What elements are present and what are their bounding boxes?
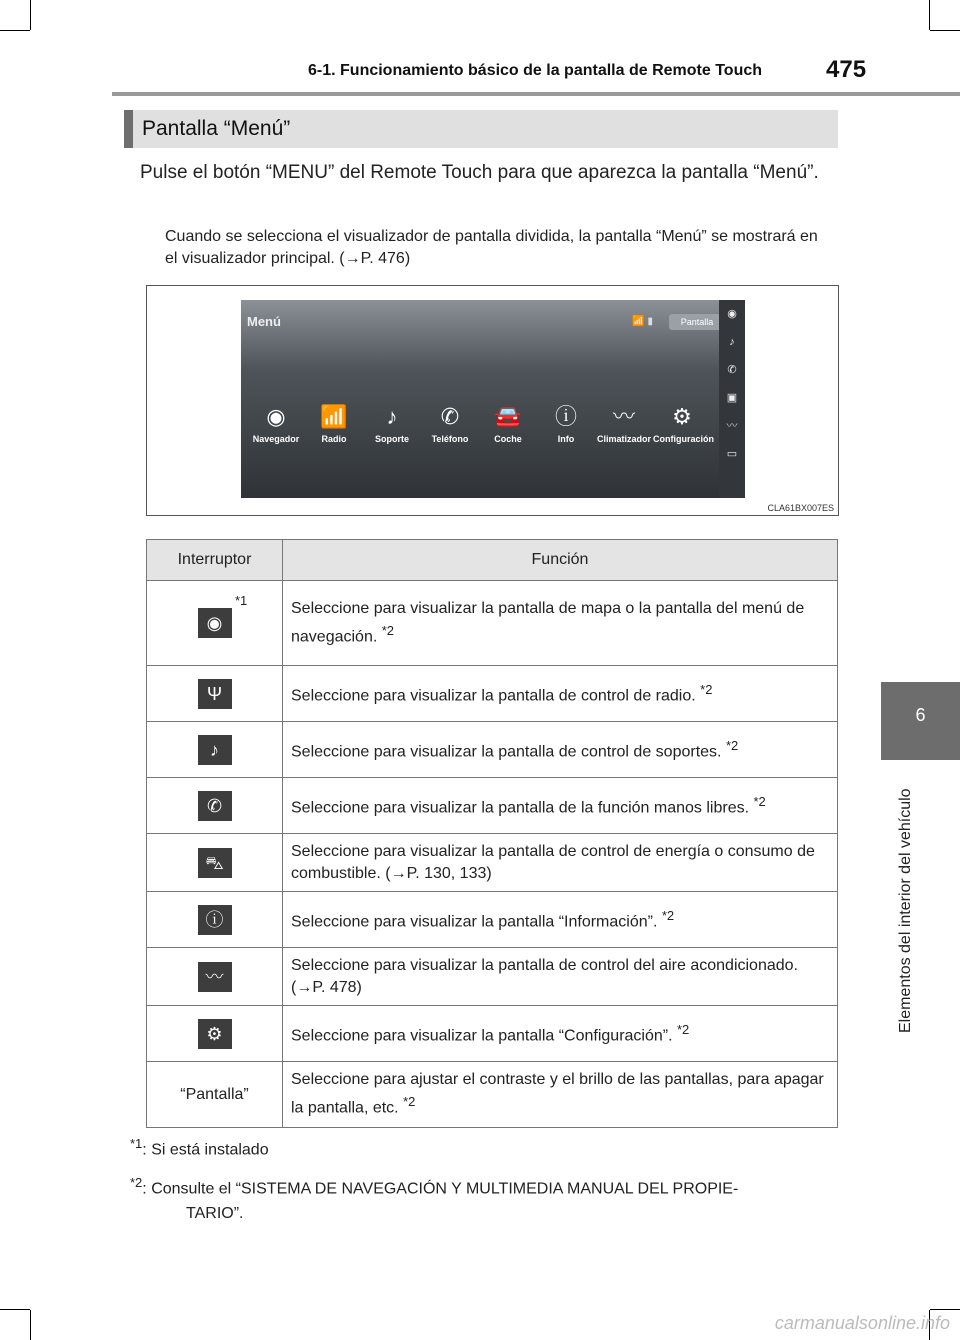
switch-cell: [147, 778, 283, 834]
table-row: [147, 1006, 838, 1062]
crop-mark: [929, 0, 930, 30]
menu-app-configuración[interactable]: [653, 400, 714, 444]
footnote-ref: *2: [381, 622, 395, 638]
footnote-2: [130, 1170, 836, 1226]
menu-app-soporte[interactable]: [363, 400, 421, 444]
intro-paragraph: Pulse el botón “MENU” del Remote Touch para que aparezca la pantalla “Menú”.: [140, 162, 819, 183]
navigation-icon: ◉: [266, 404, 286, 429]
footnote-1-mark: *1: [130, 1136, 143, 1151]
table-row: [147, 666, 838, 722]
function-cell: [283, 1062, 838, 1128]
menu-apps: [247, 400, 717, 444]
table-row: [147, 778, 838, 834]
function-text: Seleccione para visualizar la pantalla de control del aire acondicionado. (→P. 478): [291, 956, 798, 996]
menu-app-label: Coche: [494, 434, 522, 444]
climate-icon: 〰: [198, 962, 232, 992]
page-header-title: 6-1. Funcionamiento básico de la pantalla de Remote Touch: [308, 62, 763, 79]
footnote-ref: *2: [661, 908, 675, 924]
header-switch: Interruptor: [147, 540, 283, 581]
switch-cell: [147, 666, 283, 722]
menu-app-teléfono[interactable]: [421, 400, 479, 444]
switch-function-table: [146, 539, 838, 1128]
crop-mark: [930, 30, 960, 31]
table-row: [147, 834, 838, 892]
menu-app-label: Teléfono: [431, 434, 469, 444]
menu-app-navegador[interactable]: [247, 400, 305, 444]
navigation-icon[interactable]: ◉: [727, 308, 737, 320]
switch-cell: [147, 892, 283, 948]
chapter-label: Elementos del interior del vehículo: [897, 788, 914, 1033]
footnote-2-continuation: TARIO”.: [186, 1205, 244, 1223]
status-icons: 📶 ▮: [632, 316, 653, 327]
section-heading: [124, 110, 838, 148]
pantalla-button[interactable]: Pantalla: [669, 314, 725, 330]
menu-screenshot-figure: [146, 285, 839, 516]
phone-icon[interactable]: ✆: [727, 364, 737, 376]
function-text: Seleccione para visualizar la pantalla de control de energía o consumo de combustible. (→P. 130, 133): [291, 842, 815, 882]
footnote-ref: *1: [235, 593, 248, 608]
switch-cell: [147, 1006, 283, 1062]
music-note-icon[interactable]: ♪: [729, 336, 735, 348]
function-text: Seleccione para visualizar la pantalla de la función manos libres.: [291, 799, 750, 817]
car-icon: 🚘: [494, 404, 522, 429]
section-heading-bar: [124, 110, 133, 148]
function-cell: [283, 722, 838, 778]
footnote-2-text: : Consulte el “SISTEMA DE NAVEGACIÓN Y MULTIMEDIA MANUAL DEL PROPIE-: [142, 1180, 739, 1198]
settings-icon: ⚙: [672, 404, 692, 429]
function-cell: [283, 666, 838, 722]
function-cell: [283, 892, 838, 948]
note-paragraph: Cuando se selecciona el visualizador de pantalla dividida, la pantalla “Menú” se mostrará en el visualizador principal. (→P. 476): [165, 228, 818, 267]
table-row: [147, 948, 838, 1006]
footnote-ref: *2: [753, 794, 766, 810]
footnote-ref: *2: [725, 738, 739, 754]
switch-cell: [147, 581, 283, 666]
info-icon: ⓘ: [198, 905, 232, 935]
radio-icon: 📶: [320, 404, 348, 429]
footnote-ref: *2: [700, 682, 713, 698]
switch-cell: [147, 722, 283, 778]
menu-screen: [241, 300, 745, 498]
climate-icon: 〰: [612, 404, 635, 429]
climate-icon[interactable]: 〰: [726, 420, 738, 432]
switch-cell: [147, 1062, 283, 1128]
menu-app-label: Info: [557, 434, 575, 444]
info-icon: ⓘ: [554, 404, 577, 429]
radio-icon: Ψ: [198, 679, 232, 709]
function-text: Seleccione para visualizar la pantalla de mapa o la pantalla del menú de navegación.: [291, 599, 805, 646]
crop-mark: [0, 30, 30, 31]
function-cell: [283, 1006, 838, 1062]
menu-app-label: Climatizador: [596, 434, 651, 444]
settings-icon: ⚙: [198, 1019, 232, 1049]
function-cell: [283, 834, 838, 892]
footnote-1-text: : Si está instalado: [142, 1141, 269, 1159]
function-text: Seleccione para ajustar el contraste y el brillo de las pantallas, para apagar la pantalla, etc.: [291, 1071, 824, 1117]
crop-mark: [30, 0, 31, 30]
footnote-ref: *2: [403, 1094, 416, 1110]
car-icon: ⛍: [198, 848, 232, 878]
header-function: Función: [283, 540, 838, 581]
footnote-ref: *2: [677, 1022, 690, 1038]
switch-cell: [147, 834, 283, 892]
switch-cell: [147, 948, 283, 1006]
footnote-1: [130, 1136, 269, 1159]
menu-app-climatizador[interactable]: [595, 400, 653, 444]
menu-app-label: Radio: [321, 434, 347, 444]
menu-app-coche[interactable]: [479, 400, 537, 444]
function-text: Seleccione para visualizar la pantalla de control de radio.: [291, 687, 696, 705]
table-header-row: [147, 540, 838, 581]
table-row: [147, 581, 838, 666]
phone-icon: ✆: [440, 404, 460, 429]
function-text: Seleccione para visualizar la pantalla de control de soportes.: [291, 743, 722, 761]
image-code: CLA61BX007ES: [767, 503, 834, 513]
image-icon[interactable]: ▣: [726, 392, 738, 404]
crop-mark: [930, 1309, 960, 1310]
menu-app-label: Soporte: [374, 434, 409, 444]
table-row: [147, 892, 838, 948]
switch-label: “Pantalla”: [180, 1085, 249, 1103]
music-note-icon: ♪: [386, 404, 398, 429]
screen-icon[interactable]: ▭: [726, 448, 738, 460]
navigation-icon: ◉: [198, 608, 232, 638]
menu-app-label: Navegador: [252, 434, 300, 444]
chapter-number: 6: [915, 705, 926, 725]
function-text: Seleccione para visualizar la pantalla “Información”.: [291, 913, 658, 931]
footnote-2-mark: *2: [130, 1175, 143, 1190]
table-row: [147, 1062, 838, 1128]
menu-sidebar: [719, 300, 745, 498]
function-cell: [283, 581, 838, 666]
function-cell: [283, 778, 838, 834]
section-title: Pantalla “Menú”: [142, 117, 291, 140]
chapter-tab: [881, 682, 960, 760]
phone-icon: ✆: [198, 791, 232, 821]
table-row: [147, 722, 838, 778]
music-note-icon: ♪: [198, 735, 232, 765]
page-number: 475: [826, 56, 867, 83]
menu-screen-title: Menú: [247, 314, 281, 329]
menu-app-label: Configuración: [653, 434, 714, 444]
function-cell: [283, 948, 838, 1006]
header-divider: [112, 92, 960, 96]
watermark: carmanualsonline.info: [774, 1313, 950, 1333]
menu-app-info[interactable]: [537, 400, 595, 444]
function-text: Seleccione para visualizar la pantalla “Configuración”.: [291, 1027, 673, 1045]
crop-mark: [30, 1310, 31, 1340]
menu-app-radio[interactable]: [305, 400, 363, 444]
crop-mark: [0, 1309, 30, 1310]
